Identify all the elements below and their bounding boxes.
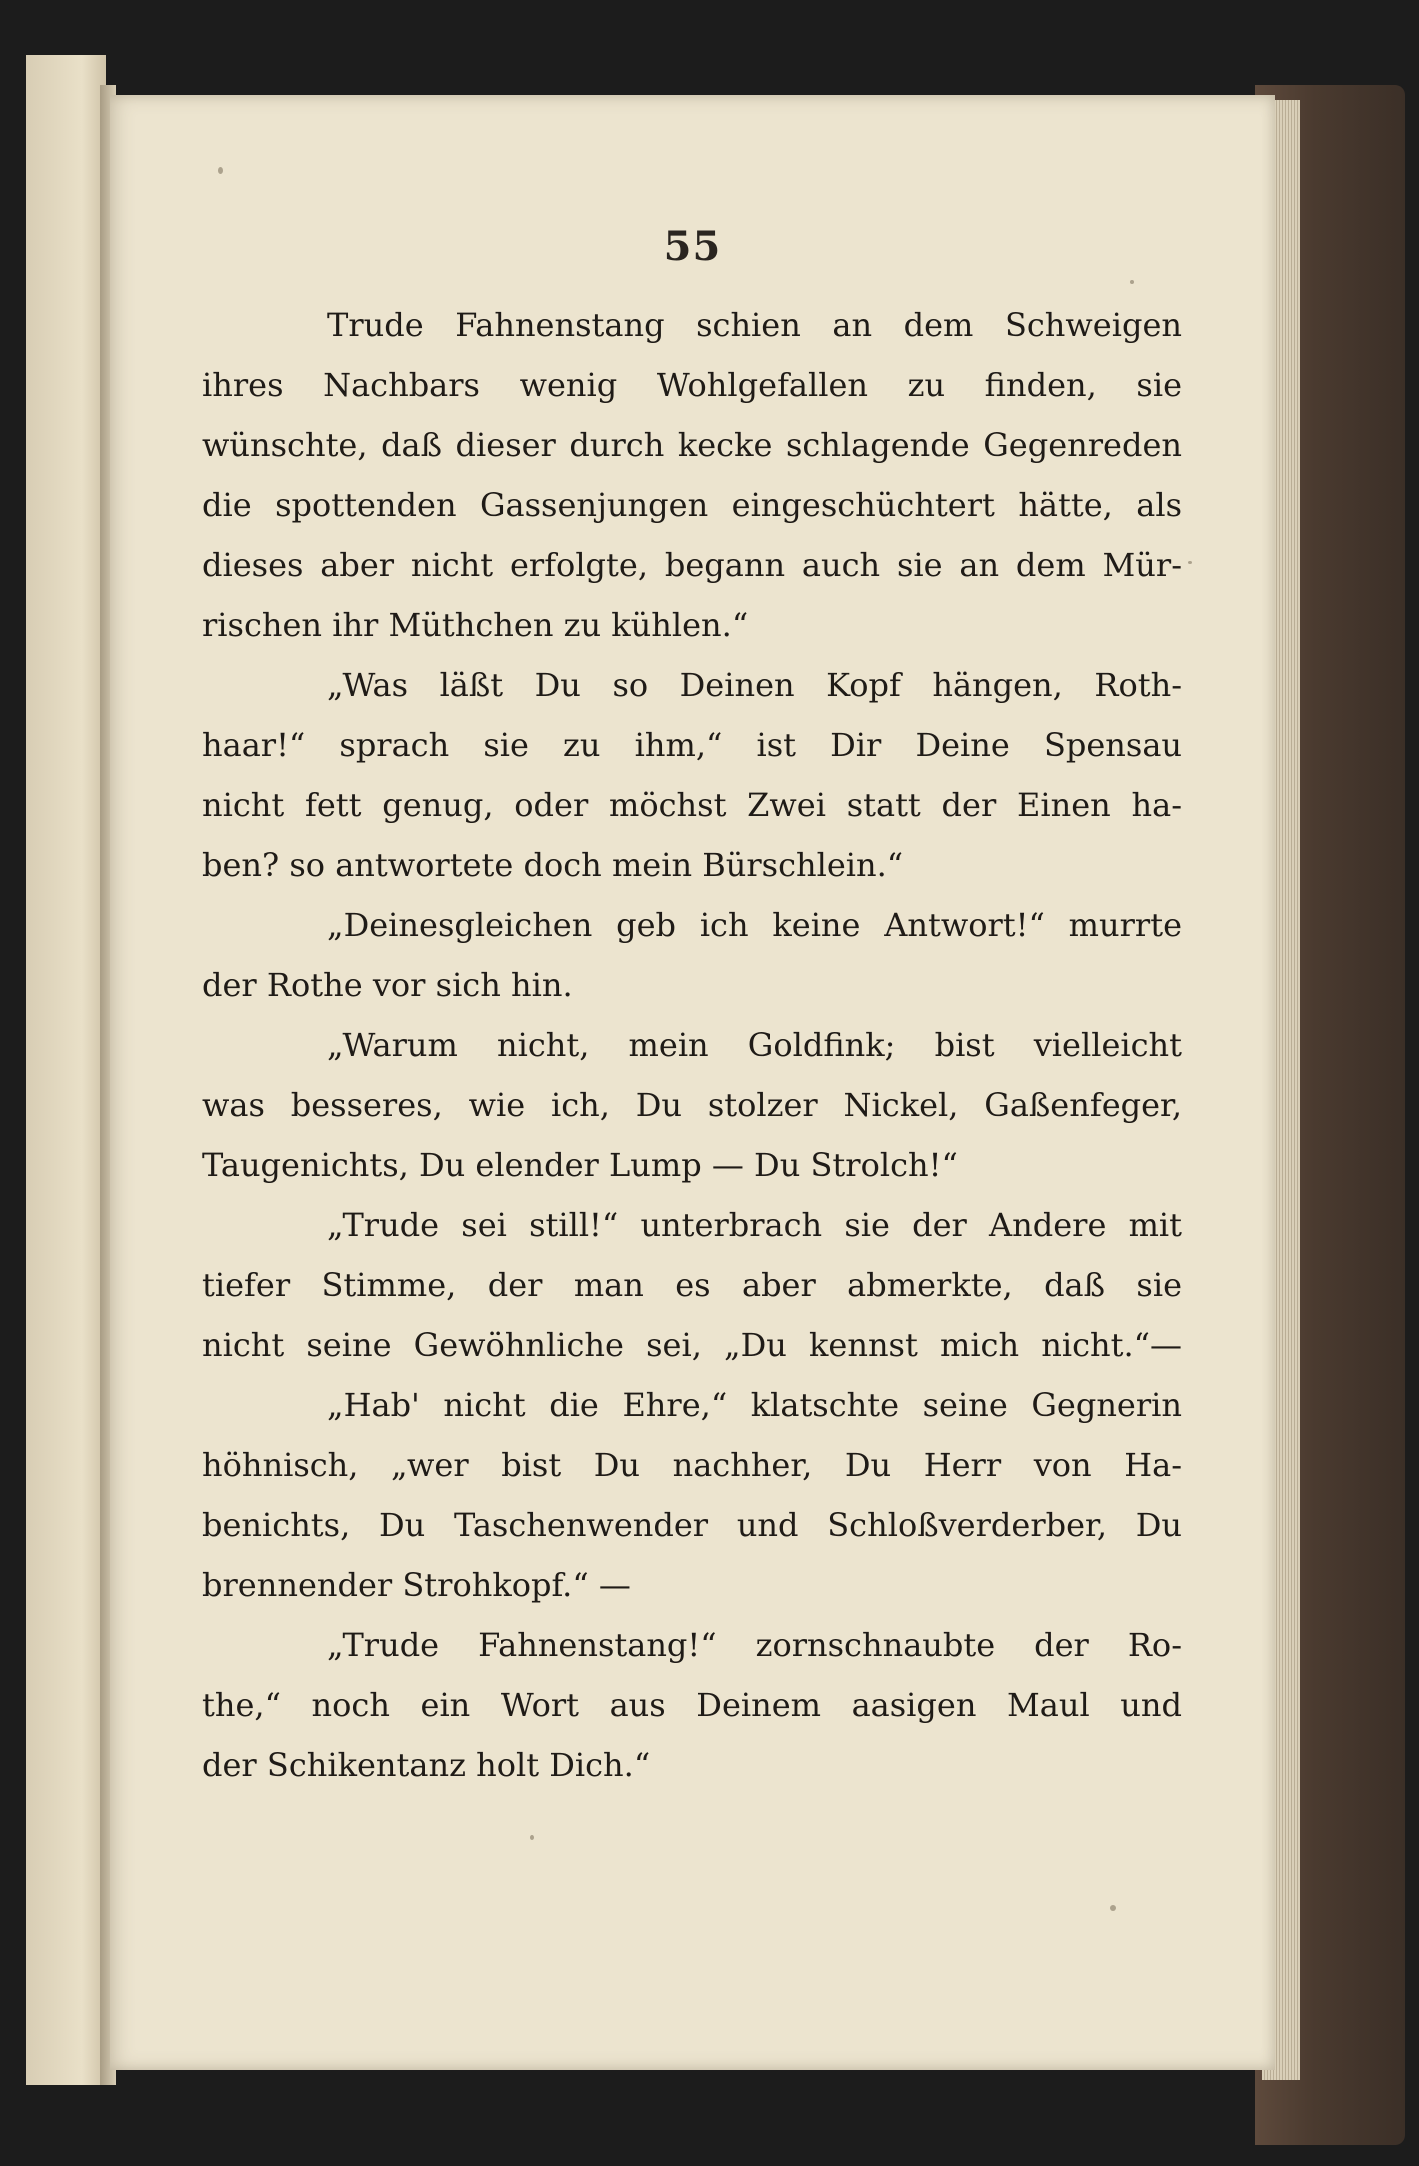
text-line: höhnisch, „wer bist Du nachher, Du Herr von Ha- [202, 1446, 1182, 1484]
text-line: „Trude sei still!“ unterbrach sie der Andere mit [327, 1206, 1182, 1244]
text-line: wünschte, daß dieser durch kecke schlagende Gegenreden [202, 426, 1182, 464]
text-line: „Hab' nicht die Ehre,“ klatschte seine Gegnerin [327, 1386, 1182, 1424]
text-line: der Schikentanz holt Dich.“ [202, 1746, 651, 1784]
text-line: die spottenden Gassenjungen eingeschüchtert hätte, als [202, 486, 1182, 524]
text-line: rischen ihr Müthchen zu kühlen.“ [202, 606, 749, 644]
page-text-block [202, 295, 1182, 1795]
page-number: 55 [663, 223, 722, 270]
paper-speck [530, 1835, 534, 1840]
text-line: ben? so antwortete doch mein Bürschlein.“ [202, 846, 904, 884]
text-line: brennender Strohkopf.“ — [202, 1566, 631, 1604]
text-line: „Deinesgleichen geb ich keine Antwort!“ murrte [327, 906, 1182, 944]
text-line: nicht seine Gewöhnliche sei, „Du kennst mich nicht.“— [202, 1326, 1182, 1364]
text-line: was besseres, wie ich, Du stolzer Nickel, Gaßenfeger, [202, 1086, 1182, 1124]
text-line: „Was läßt Du so Deinen Kopf hängen, Roth- [327, 666, 1182, 704]
text-line: der Rothe vor sich hin. [202, 966, 573, 1004]
text-line: Taugenichts, Du elender Lump — Du Strolch!“ [202, 1146, 958, 1184]
text-line: Trude Fahnenstang schien an dem Schweigen [327, 306, 1182, 344]
left-page-sliver [26, 55, 106, 2085]
text-line: the,“ noch ein Wort aus Deinem aasigen Maul und [202, 1686, 1182, 1724]
text-line: nicht fett genug, oder möchst Zwei statt der Einen ha- [202, 786, 1182, 824]
text-line: dieses aber nicht erfolgte, begann auch sie an dem Mür- [202, 546, 1182, 584]
paper-speck [218, 167, 223, 174]
text-line: ihres Nachbars wenig Wohlgefallen zu finden, sie [202, 366, 1182, 404]
text-line: „Warum nicht, mein Goldfink; bist vielleicht [327, 1026, 1182, 1064]
book-page [110, 95, 1275, 2070]
paper-speck [1130, 280, 1134, 284]
text-line: „Trude Fahnenstang!“ zornschnaubte der Ro- [327, 1626, 1182, 1664]
text-line: tiefer Stimme, der man es aber abmerkte, daß sie [202, 1266, 1182, 1304]
text-line: haar!“ sprach sie zu ihm,“ ist Dir Deine Spensau [202, 726, 1182, 764]
paper-speck [1110, 1905, 1116, 1911]
paper-speck [1188, 561, 1192, 564]
text-line: benichts, Du Taschenwender und Schloßverderber, Du [202, 1506, 1182, 1544]
